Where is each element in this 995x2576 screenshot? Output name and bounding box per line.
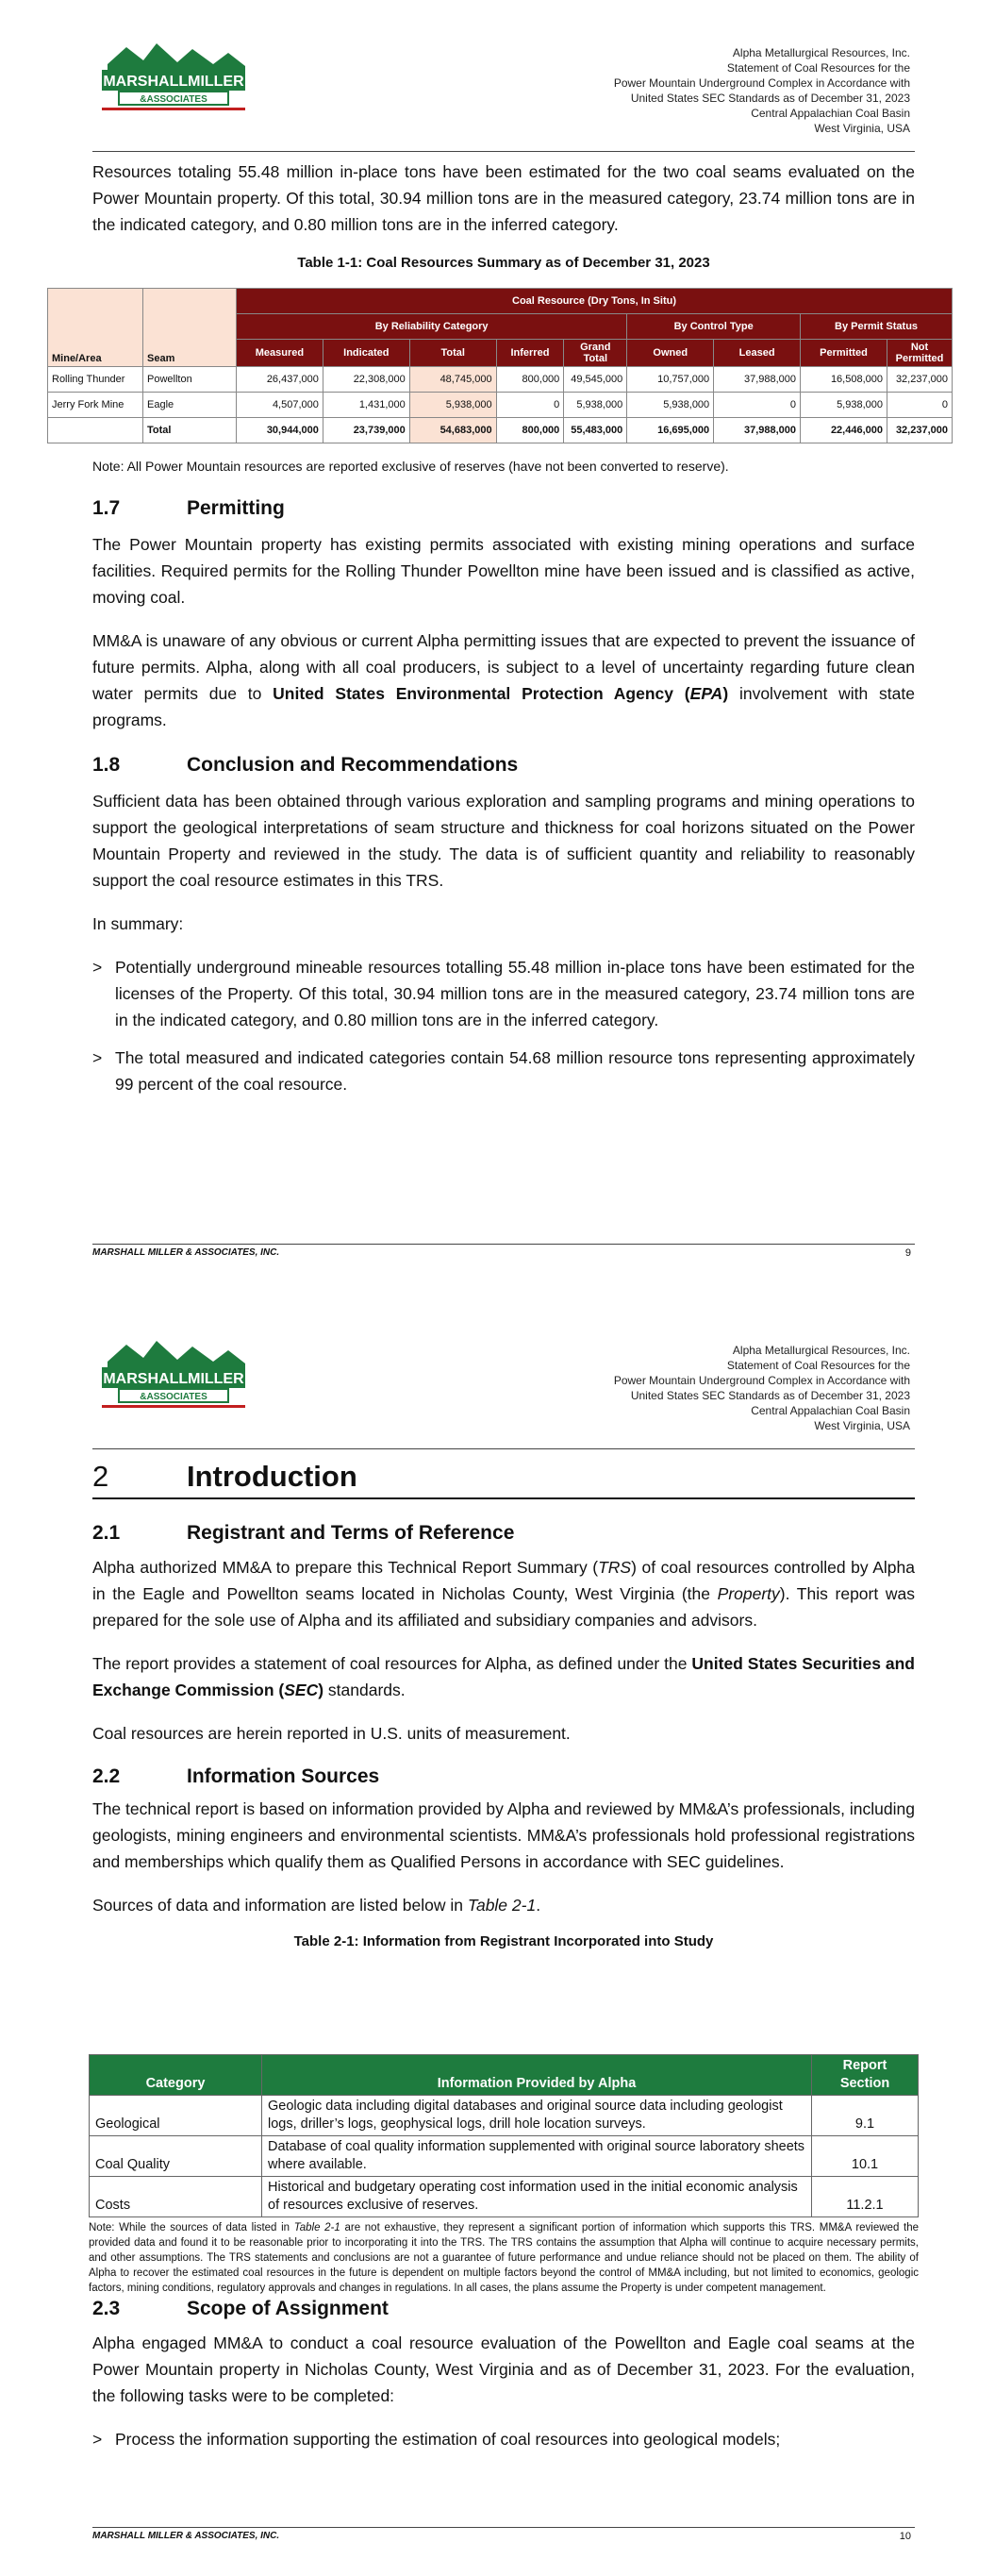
col-header: Report Section bbox=[812, 2055, 919, 2096]
text-run: ) of coal resources controlled by Alpha in the Eagle and Powellton seams located in Nicholas County, West Virginia (the bbox=[92, 1558, 915, 1603]
cell: 10,757,000 bbox=[627, 367, 714, 393]
bullet-marker: > bbox=[92, 958, 103, 977]
table-1-1-caption: Table 1-1: Coal Resources Summary as of December 31, 2023 bbox=[297, 255, 710, 271]
col-header: Seam bbox=[143, 289, 237, 367]
cell: 800,000 bbox=[496, 418, 564, 443]
cell: 16,695,000 bbox=[627, 418, 714, 443]
italic-text: Table 2-1 bbox=[467, 1896, 537, 1915]
col-header: Leased bbox=[714, 340, 801, 367]
bold-text: United States Environmental Protection Agency ( bbox=[273, 684, 690, 703]
text-run: . bbox=[536, 1896, 541, 1915]
cell: 55,483,000 bbox=[564, 418, 627, 443]
paragraph: Sufficient data has been obtained through various exploration and sampling programs and mining operations to support the geological interpretations of seam structure and thickness for coal horizons situated on the Power Mountain Property and reviewed in the study. The data is of sufficient quantity and reliability to reasonably support the coal resource estimates in this TRS. bbox=[92, 792, 915, 890]
cell: 0 bbox=[714, 393, 801, 418]
bullet-text: Potentially underground mineable resources totalling 55.48 million in-place tons have been estimated for the licenses of the Property. Of this total, 30.94 million tons are in the measured category, 23.74 million tons are in the indicated category, and 0.80 million tons are in the inferred category. bbox=[115, 958, 915, 1029]
cell: 5,938,000 bbox=[627, 393, 714, 418]
document-header bbox=[614, 1343, 910, 1433]
chapter-number: 2 bbox=[92, 1460, 109, 1493]
table-row bbox=[48, 367, 953, 393]
chapter-rule bbox=[92, 1497, 915, 1499]
cell: 48,745,000 bbox=[409, 367, 496, 393]
bold-text: ) bbox=[722, 684, 729, 703]
table-row bbox=[90, 2096, 919, 2136]
section-2-2-heading bbox=[92, 1765, 915, 1788]
table-2-1-caption: Table 2-1: Information from Registrant Incorporated into Study bbox=[293, 1933, 714, 1949]
marshall-miller-logo bbox=[98, 1335, 249, 1411]
section-number: 1.7 bbox=[92, 497, 121, 519]
paragraph: The Power Mountain property has existing permits associated with existing mining operations and surface facilities. Required permits for the Rolling Thunder Powellton mine have been issued and is classified as active, moving coal. bbox=[92, 535, 915, 607]
header-line: Power Mountain Underground Complex in Accordance with bbox=[613, 76, 910, 90]
footer-company: MARSHALL MILLER & ASSOCIATES, INC. bbox=[92, 2531, 280, 2541]
table-2-1 bbox=[89, 2054, 919, 2296]
section-title: Registrant and Terms of Reference bbox=[187, 1522, 515, 1544]
footer-divider bbox=[92, 1244, 915, 1245]
list-item bbox=[92, 2426, 915, 2452]
col-header: Grand Total bbox=[564, 340, 627, 367]
section-title: Conclusion and Recommendations bbox=[187, 754, 519, 776]
col-header: Mine/Area bbox=[48, 289, 143, 367]
text-run: standards. bbox=[323, 1681, 406, 1699]
marshall-miller-logo bbox=[98, 38, 249, 113]
page-footer bbox=[92, 2531, 915, 2541]
paragraph bbox=[92, 1892, 915, 1918]
col-header: Total bbox=[409, 340, 496, 367]
col-header: Not Permitted bbox=[887, 340, 953, 367]
header-line: United States SEC Standards as of December 31, 2023 bbox=[630, 92, 910, 105]
text-run: Note: While the sources of data listed in bbox=[89, 2222, 294, 2233]
bullet-marker: > bbox=[92, 2430, 103, 2449]
logo-text: MARSHALLMILLER bbox=[103, 1371, 244, 1387]
section-1-7-heading bbox=[92, 497, 915, 520]
header-company: Alpha Metallurgical Resources, Inc. bbox=[732, 1344, 910, 1357]
header-line: Central Appalachian Coal Basin bbox=[751, 1404, 910, 1417]
text-run: MM&A is unaware of any obvious or current Alpha permitting issues that are expected to prevent the issuance of future permits. Alpha, along with all coal producers, is subject to a level of uncertainty regarding future clean water permits due to bbox=[92, 631, 915, 703]
page-10 bbox=[0, 1297, 995, 2576]
page-body bbox=[92, 1460, 915, 1949]
logo-subtext: &ASSOCIATES bbox=[140, 94, 207, 105]
cell: 37,988,000 bbox=[714, 367, 801, 393]
cell: 30,944,000 bbox=[237, 418, 323, 443]
bold-text: ) bbox=[318, 1681, 324, 1699]
bullet-text: The total measured and indicated categories contain 54.68 million resource tons representing approximately 99 percent of the coal resource. bbox=[115, 1048, 915, 1094]
table-1-1 bbox=[47, 288, 953, 443]
chapter-title: Introduction bbox=[187, 1460, 357, 1493]
bullet-marker: > bbox=[92, 1048, 103, 1067]
section-1-8-heading bbox=[92, 754, 915, 777]
paragraph: Coal resources are herein reported in U.S. units of measurement. bbox=[92, 1724, 571, 1743]
cell: 22,308,000 bbox=[323, 367, 409, 393]
logo-text: MARSHALLMILLER bbox=[103, 74, 244, 90]
cell: 26,437,000 bbox=[237, 367, 323, 393]
cell: 11.2.1 bbox=[812, 2177, 919, 2217]
col-header: Indicated bbox=[323, 340, 409, 367]
cell: Powellton bbox=[143, 367, 237, 393]
col-header: Owned bbox=[627, 340, 714, 367]
page-number: 9 bbox=[904, 1247, 911, 1259]
cell: Total bbox=[143, 418, 237, 443]
cell: 4,507,000 bbox=[237, 393, 323, 418]
paragraph bbox=[92, 1650, 915, 1703]
col-header: Information Provided by Alpha bbox=[262, 2055, 812, 2096]
footer-company: MARSHALL MILLER & ASSOCIATES, INC. bbox=[92, 1247, 280, 1258]
cell: Jerry Fork Mine bbox=[48, 393, 143, 418]
section-title: Scope of Assignment bbox=[187, 2298, 389, 2319]
text-run: ). This report was prepared for the sole use of Alpha and its affiliated and subsidiary companies and advisors. bbox=[92, 1584, 915, 1630]
footer-divider bbox=[92, 2527, 915, 2528]
section-title: Permitting bbox=[187, 497, 285, 519]
group-header: By Control Type bbox=[627, 314, 801, 340]
group-title: Coal Resource (Dry Tons, In Situ) bbox=[237, 289, 953, 314]
section-number: 1.8 bbox=[92, 754, 121, 776]
cell: 5,938,000 bbox=[564, 393, 627, 418]
header-line: West Virginia, USA bbox=[814, 122, 910, 135]
bullet-text: Process the information supporting the estimation of coal resources into geological models; bbox=[115, 2430, 781, 2449]
cell: 10.1 bbox=[812, 2136, 919, 2177]
section-number: 2.2 bbox=[92, 1765, 121, 1787]
section-number: 2.3 bbox=[92, 2298, 121, 2319]
cell: Eagle bbox=[143, 393, 237, 418]
cell: Geological bbox=[90, 2096, 262, 2136]
header-line: Statement of Coal Resources for the bbox=[726, 61, 910, 75]
list-item bbox=[92, 954, 915, 1033]
cell: 1,431,000 bbox=[323, 393, 409, 418]
page-footer bbox=[92, 1247, 915, 1258]
header-line: United States SEC Standards as of December 31, 2023 bbox=[630, 1389, 910, 1402]
cell: Geologic data including digital databases and original source data including geologist logs, driller’s logs, geophysical logs, drill hole location surveys. bbox=[262, 2096, 812, 2136]
cell: 800,000 bbox=[496, 367, 564, 393]
paragraph: In summary: bbox=[92, 914, 184, 933]
italic-text: Table 2-1 bbox=[293, 2222, 340, 2233]
cell: 0 bbox=[496, 393, 564, 418]
cell: 22,446,000 bbox=[801, 418, 887, 443]
text-run: Alpha authorized MM&A to prepare this Technical Report Summary ( bbox=[92, 1558, 599, 1577]
bold-italic-text: SEC bbox=[284, 1681, 319, 1699]
chapter-heading bbox=[92, 1460, 915, 1494]
section-title: Information Sources bbox=[187, 1765, 380, 1787]
bold-text: United States Securities and Exchange Commission ( bbox=[92, 1654, 915, 1699]
section-2-3-heading bbox=[92, 2298, 915, 2320]
col-header: Permitted bbox=[801, 340, 887, 367]
intro-paragraph: Resources totaling 55.48 million in-place tons have been estimated for the two coal seams evaluated on the Power Mountain property. Of this total, 30.94 million tons are in the measured category, 23.74 million tons are in the indicated category, and 0.80 million tons are in the inferred category. bbox=[92, 162, 915, 234]
cell: 5,938,000 bbox=[409, 393, 496, 418]
bold-italic-text: EPA bbox=[689, 684, 723, 703]
document-header bbox=[614, 45, 910, 136]
cell: 23,739,000 bbox=[323, 418, 409, 443]
page-body bbox=[92, 159, 915, 271]
page-body-2 bbox=[92, 2298, 915, 2452]
table-row bbox=[90, 2136, 919, 2177]
cell: 9.1 bbox=[812, 2096, 919, 2136]
cell bbox=[48, 418, 143, 443]
header-company: Alpha Metallurgical Resources, Inc. bbox=[732, 46, 910, 59]
table-total-row bbox=[48, 418, 953, 443]
cell: Historical and budgetary operating cost information used in the initial economic analysis of resources exclusive of reserves. bbox=[262, 2177, 812, 2217]
group-header: By Reliability Category bbox=[237, 314, 627, 340]
cell: 32,237,000 bbox=[887, 367, 953, 393]
italic-text: TRS bbox=[598, 1558, 632, 1577]
text-run: involvement with state programs. bbox=[92, 684, 916, 729]
header-line: Statement of Coal Resources for the bbox=[726, 1359, 910, 1372]
header-line: Central Appalachian Coal Basin bbox=[751, 107, 910, 120]
table-2-1-note bbox=[89, 2220, 919, 2296]
cell: Coal Quality bbox=[90, 2136, 262, 2177]
col-header: Inferred bbox=[496, 340, 564, 367]
logo-subtext: &ASSOCIATES bbox=[140, 1392, 207, 1402]
cell: 37,988,000 bbox=[714, 418, 801, 443]
table-1-1-note: Note: All Power Mountain resources are reported exclusive of reserves (have not been converted to reserve). bbox=[92, 459, 729, 474]
text-run: Sources of data and information are listed below in bbox=[92, 1896, 468, 1915]
header-divider bbox=[92, 151, 915, 152]
header-line: West Virginia, USA bbox=[814, 1419, 910, 1432]
table-row bbox=[90, 2177, 919, 2217]
table-row bbox=[48, 393, 953, 418]
header-divider bbox=[92, 1448, 915, 1449]
page-number: 10 bbox=[899, 2531, 911, 2542]
section-2-1-heading bbox=[92, 1522, 915, 1545]
cell: 5,938,000 bbox=[801, 393, 887, 418]
section-number: 2.1 bbox=[92, 1522, 121, 1544]
cell: 49,545,000 bbox=[564, 367, 627, 393]
text-run: The report provides a statement of coal resources for Alpha, as defined under the bbox=[92, 1654, 692, 1673]
group-header: By Permit Status bbox=[801, 314, 953, 340]
text-run: are not exhaustive, they represent a significant portion of information which supports this TRS. MM&A reviewed the provided data and found it to be reasonable prior to incorporating it into the TRS. The TRS contains the assumption that Alpha will continue to acquire necessary permits, and other assumptions. The TRS statements and conclusions are not a guarantee of future performance and undue reliance should not be placed on them. The ability of Alpha to recover the estimated coal resources in the future is dependent on multiple factors beyond the control of MM&A including, but not limited to economics, geologic factors, mining conditions, regulatory approvals and changes in regulations. In all cases, the plans assume the Property is under competent management. bbox=[89, 2222, 920, 2294]
cell: 54,683,000 bbox=[409, 418, 496, 443]
header-line: Power Mountain Underground Complex in Accordance with bbox=[613, 1374, 910, 1387]
cell: Rolling Thunder bbox=[48, 367, 143, 393]
list-item bbox=[92, 1045, 915, 1097]
page-body-2 bbox=[92, 458, 915, 1097]
paragraph: The technical report is based on information provided by Alpha and reviewed by MM&A’s professionals, including geologists, mining engineers and environmental scientists. MM&A’s professionals hold professional registrations and memberships which qualify them as Qualified Persons in accordance with SEC guidelines. bbox=[92, 1799, 915, 1871]
cell: Database of coal quality information supplemented with original source laboratory sheets where available. bbox=[262, 2136, 812, 2177]
paragraph bbox=[92, 1554, 915, 1633]
col-header: Category bbox=[90, 2055, 262, 2096]
cell: Costs bbox=[90, 2177, 262, 2217]
cell: 0 bbox=[887, 393, 953, 418]
cell: 32,237,000 bbox=[887, 418, 953, 443]
col-header: Measured bbox=[237, 340, 323, 367]
italic-text: Property bbox=[717, 1584, 780, 1603]
cell: 16,508,000 bbox=[801, 367, 887, 393]
paragraph bbox=[92, 627, 915, 733]
paragraph: Alpha engaged MM&A to conduct a coal resource evaluation of the Powellton and Eagle coal seams at the Power Mountain property in Nicholas County, West Virginia and as of December 31, 2023. For the evaluation, the following tasks were to be completed: bbox=[92, 2333, 915, 2405]
